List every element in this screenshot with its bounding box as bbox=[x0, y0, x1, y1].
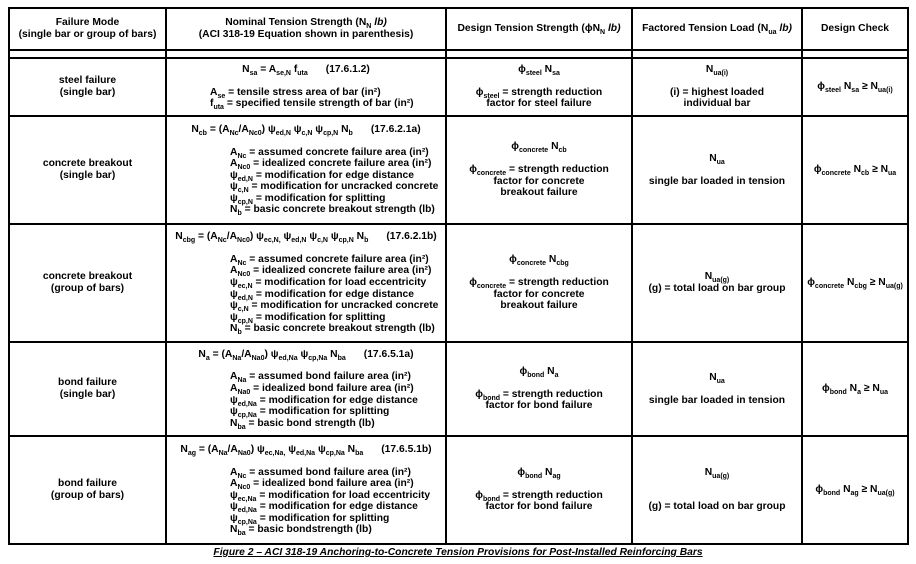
factored-load-cell: $N_{ua}$ single bar loaded in tension bbox=[632, 116, 802, 224]
factored-load-cell: $N_{ua(g)}$ (g) = total load on bar group bbox=[632, 436, 802, 544]
figure-caption: Figure 2 – ACI 318-19 Anchoring-to-Concrete Tension Provisions for Post-Installed Reinforcing Bars bbox=[213, 547, 703, 558]
failure-mode-cell: concrete breakout (single bar) bbox=[9, 116, 166, 224]
nominal-strength-cell: $N_{ag} = (A_{Na}/A_{Na0})$ $\psi_{ec,Na,}$ $\psi_{ed,Na}$ $\psi_{cp,Na}$ $N_{ba}$ (17.6.5.1b) $A_{Nc}$ = assumed bond failure area (in²) $A_{Nc0}$ = idealized bond failure area (in²) $\psi_{ec,Na}$ = modification for load eccentricity $\psi_{ed,Na}$ = modification for edge distance $\psi_{cp,Na}$ = modification for splitting $N_{ba}$ = basic bondstrength (lb) bbox=[166, 436, 446, 544]
tension-provisions-table bbox=[8, 7, 909, 545]
table-row bbox=[9, 58, 908, 116]
failure-mode-cell: concrete breakout (group of bars) bbox=[9, 224, 166, 342]
design-strength-cell: $\phi_{concrete}$ $N_{cbg}$ $\phi_{concrete}$ = strength reduction factor for concrete breakout failure bbox=[446, 224, 632, 342]
failure-mode-cell: steel failure (single bar) bbox=[9, 58, 166, 116]
design-strength-cell: $\phi_{bond}$ $N_{ag}$ $\phi_{bond}$ = strength reduction factor for bond failure bbox=[446, 436, 632, 544]
table-row bbox=[9, 342, 908, 436]
nominal-strength-cell: $N_{cb} = (A_{Nc}/A_{Nc0})$ $\psi_{ed,N}$ $\psi_{c,N}$ $\psi_{cp,N}$ $N_b$ (17.6.2.1a) $A_{Nc}$ = assumed concrete failure area (in²) $A_{Nc0}$ = idealized concrete failure area (in²) $\psi_{ed,N}$ = modification for edge distance $\psi_{c,N}$ = modification for uncracked concrete $\psi_{cp,N}$ = modification for splitting $N_b$ = basic concrete breakout strength (lb) bbox=[166, 116, 446, 224]
table-row bbox=[9, 436, 908, 544]
table-row bbox=[9, 224, 908, 342]
nominal-strength-cell: $N_a = (A_{Na}/A_{Na0})$ $\psi_{ed,Na}$ $\psi_{cp,Na}$ $N_{ba}$ (17.6.5.1a) $A_{Na}$ = assumed bond failure area (in²) $A_{Na0}$ = idealized bond failure area (in²) $\psi_{ed,Na}$ = modification for edge distance $\psi_{cp,Na}$ = modification for splitting $N_{ba}$ = basic bond strength (lb) bbox=[166, 342, 446, 436]
factored-load-cell: $N_{ua(i)}$ (i) = highest loaded individual bar bbox=[632, 58, 802, 116]
header-failure-mode: Failure Mode (single bar or group of bars) bbox=[9, 8, 166, 50]
design-check-cell: $\phi_{concrete}$ $N_{cb} \ge N_{ua}$ bbox=[802, 116, 908, 224]
factored-load-cell: $N_{ua(g)}$ (g) = total load on bar group bbox=[632, 224, 802, 342]
design-strength-cell: $\phi_{concrete}$ $N_{cb}$ $\phi_{concrete}$ = strength reduction factor for concrete breakout failure bbox=[446, 116, 632, 224]
design-check-cell: $\phi_{steel}$ $N_{sa} \ge N_{ua(i)}$ bbox=[802, 58, 908, 116]
header-nominal-strength: Nominal Tension Strength ($N_N$ lb) (ACI 318-19 Equation shown in parenthesis) bbox=[166, 8, 446, 50]
nominal-strength-cell: $N_{cbg} = (A_{Nc}/A_{Nc0})$ $\psi_{ec,N,}$ $\psi_{ed,N}$ $\psi_{c,N}$ $\psi_{cp,N}$ $N_b$ (17.6.2.1b) $A_{Nc}$ = assumed concrete failure area (in²) $A_{Nc0}$ = idealized concrete failure area (in²) $\psi_{ec,N}$ = modification for load eccentricity $\psi_{ed,N}$ = modification for edge distance $\psi_{c,N}$ = modification for uncracked concrete $\psi_{cp,N}$ = modification for splitting $N_b$ = basic concrete breakout strength (lb) bbox=[166, 224, 446, 342]
design-strength-cell: $\phi_{bond}$ $N_a$ $\phi_{bond}$ = strength reduction factor for bond failure bbox=[446, 342, 632, 436]
nominal-strength-cell: $N_{sa} = A_{se,N}$ $f_{uta}$ (17.6.1.2) $A_{se}$ = tensile stress area of bar (in²) $f_{uta}$ = specified tensile strength of bar (in²) bbox=[166, 58, 446, 116]
header-factored-load: Factored Tension Load ($N_{ua}$ lb) bbox=[632, 8, 802, 50]
design-check-cell: $\phi_{bond}$ $N_{ag} \ge N_{ua(g)}$ bbox=[802, 436, 908, 544]
design-check-cell: $\phi_{concrete}$ $N_{cbg} \ge N_{ua(g)}$ bbox=[802, 224, 908, 342]
failure-mode-cell: bond failure (single bar) bbox=[9, 342, 166, 436]
failure-mode-cell: bond failure (group of bars) bbox=[9, 436, 166, 544]
factored-load-cell: $N_{ua}$ single bar loaded in tension bbox=[632, 342, 802, 436]
header-row bbox=[9, 8, 908, 50]
header-design-strength: Design Tension Strength ($\phi N_N$ lb) bbox=[446, 8, 632, 50]
header-design-check: Design Check bbox=[802, 8, 908, 50]
table-row bbox=[9, 116, 908, 224]
design-check-cell: $\phi_{bond}$ $N_a \ge N_{ua}$ bbox=[802, 342, 908, 436]
design-strength-cell: $\phi_{steel}$ $N_{sa}$ $\phi_{steel}$ = strength reduction factor for steel failure bbox=[446, 58, 632, 116]
